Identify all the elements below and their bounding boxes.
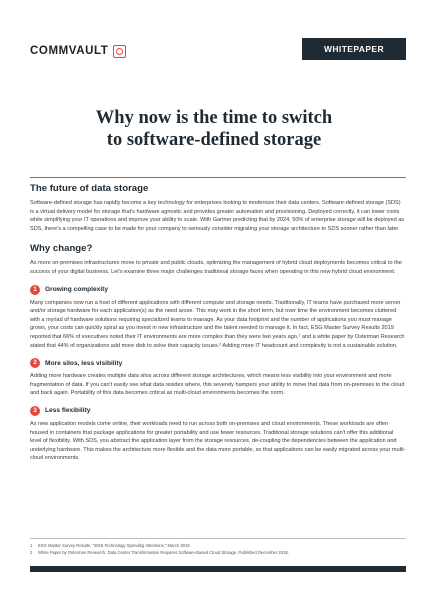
footnote-number: 1 — [30, 543, 33, 548]
title-line-1: Why now is the time to switch — [95, 108, 333, 128]
challenge-body: Many companies now run a host of different applications with different compute and storage needs. Traditionally, IT teams have purchased more server and/or storage hardware for each application(s) as the need arose. This may work in the short term, but over time the environment becomes cluttered with a myriad of hardware solutions requiring specialized teams to manage. As your data footprint and the number of applications you must manage grows, your costs can quickly spiral as you invest in new infrastructure and the talent needed to manage it. In fact, ESG Master Survey Results 2019 reported that 66% of executives noted their IT environments are more complex than they were two years ago,¹ and a white paper by Osterman Research stated that 44% of organizations add more disk to solve their capacity issues.² Adding more IT headcount and complexity is not a sustainable solution. — [30, 299, 405, 349]
footnotes — [30, 542, 406, 556]
main-content — [30, 183, 406, 463]
footnote-text: ESG Master Survey Results, "2019 Technology Spending Intentions," March 2019. — [38, 543, 191, 548]
number-badge: 1 — [30, 285, 40, 295]
challenge-body: As new application models come online, their workloads need to run across both on-premises and cloud environments. These workloads are often housed in containers that package applications for greater portability and use fewer resources. Traditional storage solutions can't offer this additional level of flexibility. With SDS, you abstract the application layer from the storage resources, de-coupling the dependencies between the application and underlying hardware. This makes the architecture more flexible and the data more portable, so that applications can be easily migrated across your multi-cloud environments. — [30, 420, 406, 462]
title-line-2: to software-defined storage — [106, 130, 322, 150]
footer-bar — [30, 566, 406, 572]
challenge-title: Less flexibility — [45, 407, 91, 415]
challenge-title: Growing complexity — [45, 286, 109, 294]
challenge-item-1-header — [30, 285, 406, 295]
number-badge: 3 — [30, 406, 40, 416]
footnote — [30, 542, 406, 549]
section-heading-future: The future of data storage — [30, 183, 149, 194]
number-badge: 2 — [30, 358, 40, 368]
brand-name: COMMVAULT — [30, 45, 109, 57]
challenge-title: More silos, less visibility — [45, 359, 123, 367]
whitepaper-tag: WHITEPAPER — [302, 38, 406, 60]
footnote-number: 2 — [30, 550, 33, 555]
challenge-body: Adding more hardware creates multiple data silos across different storage architectures, which means less visibility into your environment and more fragmentation of data. If you can't easily see what data resides where, this severely hampers your ability to move that data from on-premises to the cloud and back again. Portability of this data becomes critical as multi-cloud environments becomes the norm. — [30, 373, 405, 397]
commvault-mark-icon — [113, 45, 126, 58]
footnote — [30, 549, 406, 556]
accent-divider — [30, 177, 406, 178]
footnote-text: White Paper by Osterman Research, Data Center Transformation Requires Software-Based Cloud Storage. Published December 2018. — [38, 550, 289, 555]
challenge-item-3-header — [30, 406, 406, 416]
document-title — [0, 107, 428, 151]
challenge-item-2-header — [30, 358, 406, 368]
commvault-logo — [30, 44, 126, 58]
section-body-why: As more on-premises infrastructures move to private and public clouds, optimizing the management of hybrid cloud deployments becomes critical to the success of your digital business. Let's examine three major challenges traditional storage faces when operating in this new hybrid cloud environment. — [30, 260, 402, 275]
section-heading-why: Why change? — [30, 243, 93, 255]
section-body-future: Software-defined storage has rapidly become a key technology for enterprises looking to modernize their data centers. Software-defined storage (SDS) is a virtual delivery model for storage that's hardware agnostic and provides greater automation and provisioning. Deployed correctly, it can lower costs while simplifying your IT operations and improve your ability to scale. With Gartner predicting that by 2024, 50% of enterprise storage will be deployed as SDS, there's a compelling case to be made for your company to seriously consider migrating your storage architecture to SDS sooner rather than later. — [30, 200, 405, 232]
footnote-divider — [30, 538, 406, 539]
